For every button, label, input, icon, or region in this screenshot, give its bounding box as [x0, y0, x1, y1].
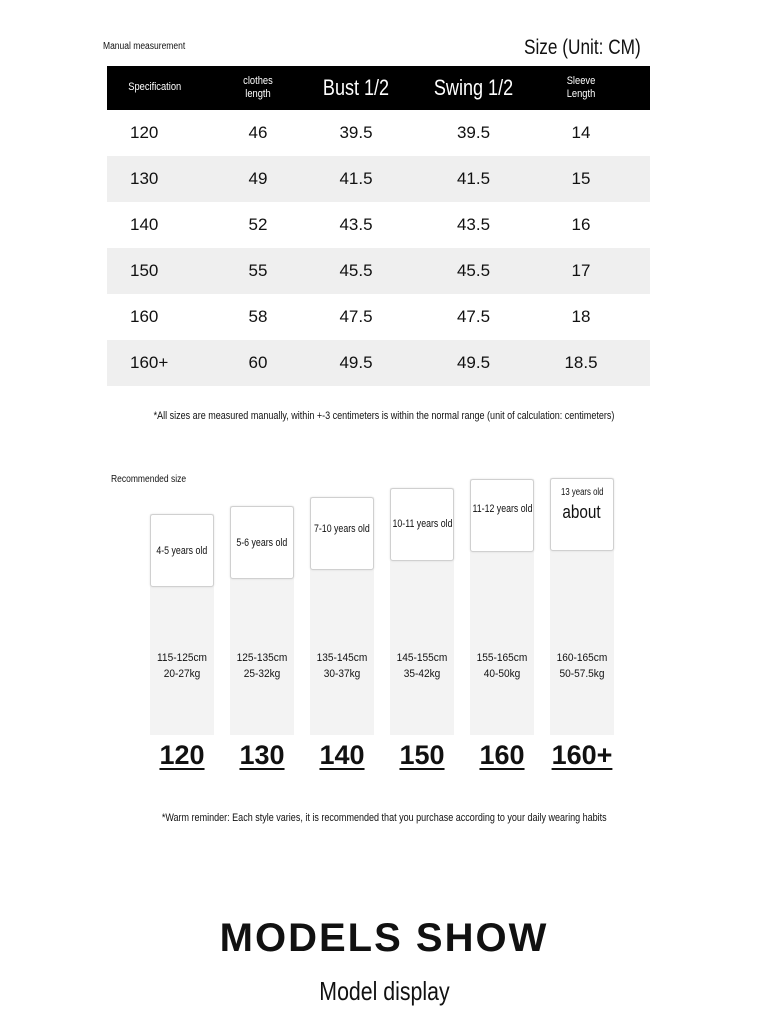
models-show-title: MODELS SHOW — [219, 916, 549, 960]
cell-bust: 49.5 — [339, 353, 373, 372]
table-row — [107, 156, 650, 202]
table-row — [107, 340, 650, 386]
cell-sleeve: 17 — [571, 261, 591, 280]
header-sleeve-length: Sleeve Length — [566, 74, 596, 100]
cell-sleeve: 15 — [571, 169, 591, 188]
header-swing: Swing 1/2 — [433, 74, 514, 100]
model-display-subtitle — [0, 976, 768, 1007]
age-box — [470, 479, 534, 552]
cell-swing: 39.5 — [456, 123, 491, 142]
header-specification: Specification — [128, 81, 182, 94]
cell-length: 49 — [248, 169, 268, 188]
table-row — [107, 110, 650, 156]
height-range: 115-125cm — [157, 652, 207, 664]
age-box — [390, 488, 454, 561]
cell-bust: 39.5 — [339, 123, 373, 142]
cell-sleeve: 18 — [571, 307, 591, 326]
size-number: 160 — [479, 740, 525, 770]
measurement-text — [220, 650, 304, 682]
age-label: 11-12 years old — [472, 502, 533, 515]
cell-swing: 41.5 — [456, 169, 491, 188]
age-box — [550, 478, 614, 551]
measurement-text — [540, 650, 624, 682]
age-label: 5-6 years old — [236, 536, 288, 549]
age-box — [310, 497, 374, 570]
age-about-label: about — [562, 501, 602, 522]
warm-reminder — [0, 812, 768, 824]
cell-length: 55 — [248, 261, 268, 280]
cell-length: 60 — [248, 353, 268, 372]
size-number: 140 — [319, 740, 365, 770]
cell-length: 58 — [248, 307, 268, 326]
cell-sleeve: 18.5 — [564, 353, 598, 372]
height-range: 160-165cm — [556, 652, 608, 664]
cell-sleeve: 16 — [571, 215, 591, 234]
cell-swing: 43.5 — [456, 215, 491, 234]
size-number: 130 — [239, 740, 285, 770]
table-note-text: *All sizes are measured manually, within +-3 centimeters is within the normal range (unit of calculation: centimeters) — [153, 410, 615, 422]
cell-spec: 140 — [130, 215, 159, 234]
measurement-text — [140, 650, 224, 682]
model-display-text: Model display — [318, 976, 450, 1006]
table-note — [0, 410, 768, 422]
cell-spec: 150 — [130, 261, 159, 280]
age-label: 13 years old — [560, 486, 604, 498]
height-range: 135-145cm — [316, 652, 368, 664]
manual-measurement-label: Manual measurement — [103, 41, 186, 52]
header-clothes-length: clothes length — [243, 74, 273, 100]
weight-range: 30-37kg — [323, 668, 361, 680]
table-row — [107, 248, 650, 294]
cell-spec: 160+ — [130, 353, 169, 372]
age-box — [230, 506, 294, 579]
weight-range: 20-27kg — [163, 668, 201, 680]
height-range: 155-165cm — [476, 652, 528, 664]
size-unit-label: Size (Unit: CM) — [524, 36, 641, 59]
weight-range: 25-32kg — [243, 668, 281, 680]
weight-range: 35-42kg — [403, 668, 441, 680]
age-box — [150, 514, 214, 587]
header-bust: Bust 1/2 — [322, 74, 390, 100]
cell-length: 46 — [248, 123, 268, 142]
measurement-text — [300, 650, 384, 682]
cell-spec: 130 — [130, 169, 159, 188]
table-row — [107, 294, 650, 340]
height-range: 145-155cm — [396, 652, 448, 664]
age-label: 4-5 years old — [156, 544, 208, 557]
weight-range: 50-57.5kg — [559, 668, 605, 680]
cell-bust: 43.5 — [339, 215, 373, 234]
cell-length: 52 — [248, 215, 268, 234]
size-number: 150 — [399, 740, 445, 770]
cell-bust: 47.5 — [339, 307, 373, 326]
measurement-text — [380, 650, 464, 682]
size-number: 160+ — [551, 740, 613, 770]
age-label: 7-10 years old — [314, 522, 370, 535]
size-table — [107, 66, 650, 386]
weight-range: 40-50kg — [483, 668, 521, 680]
cell-sleeve: 14 — [571, 123, 591, 142]
warm-reminder-text: *Warm reminder: Each style varies, it is recommended that you purchase according to your daily wearing habits — [161, 812, 607, 824]
size-number: 120 — [159, 740, 205, 770]
measurement-text — [460, 650, 544, 682]
cell-bust: 41.5 — [339, 169, 373, 188]
size-table-header — [107, 66, 650, 110]
recommended-size-label: Recommended size — [111, 474, 187, 485]
table-row — [107, 202, 650, 248]
cell-swing: 47.5 — [456, 307, 491, 326]
age-label: 10-11 years old — [392, 517, 453, 530]
height-range: 125-135cm — [236, 652, 288, 664]
cell-spec: 120 — [130, 123, 159, 142]
cell-swing: 49.5 — [456, 353, 491, 372]
cell-bust: 45.5 — [339, 261, 373, 280]
cell-swing: 45.5 — [456, 261, 491, 280]
cell-spec: 160 — [130, 307, 159, 326]
